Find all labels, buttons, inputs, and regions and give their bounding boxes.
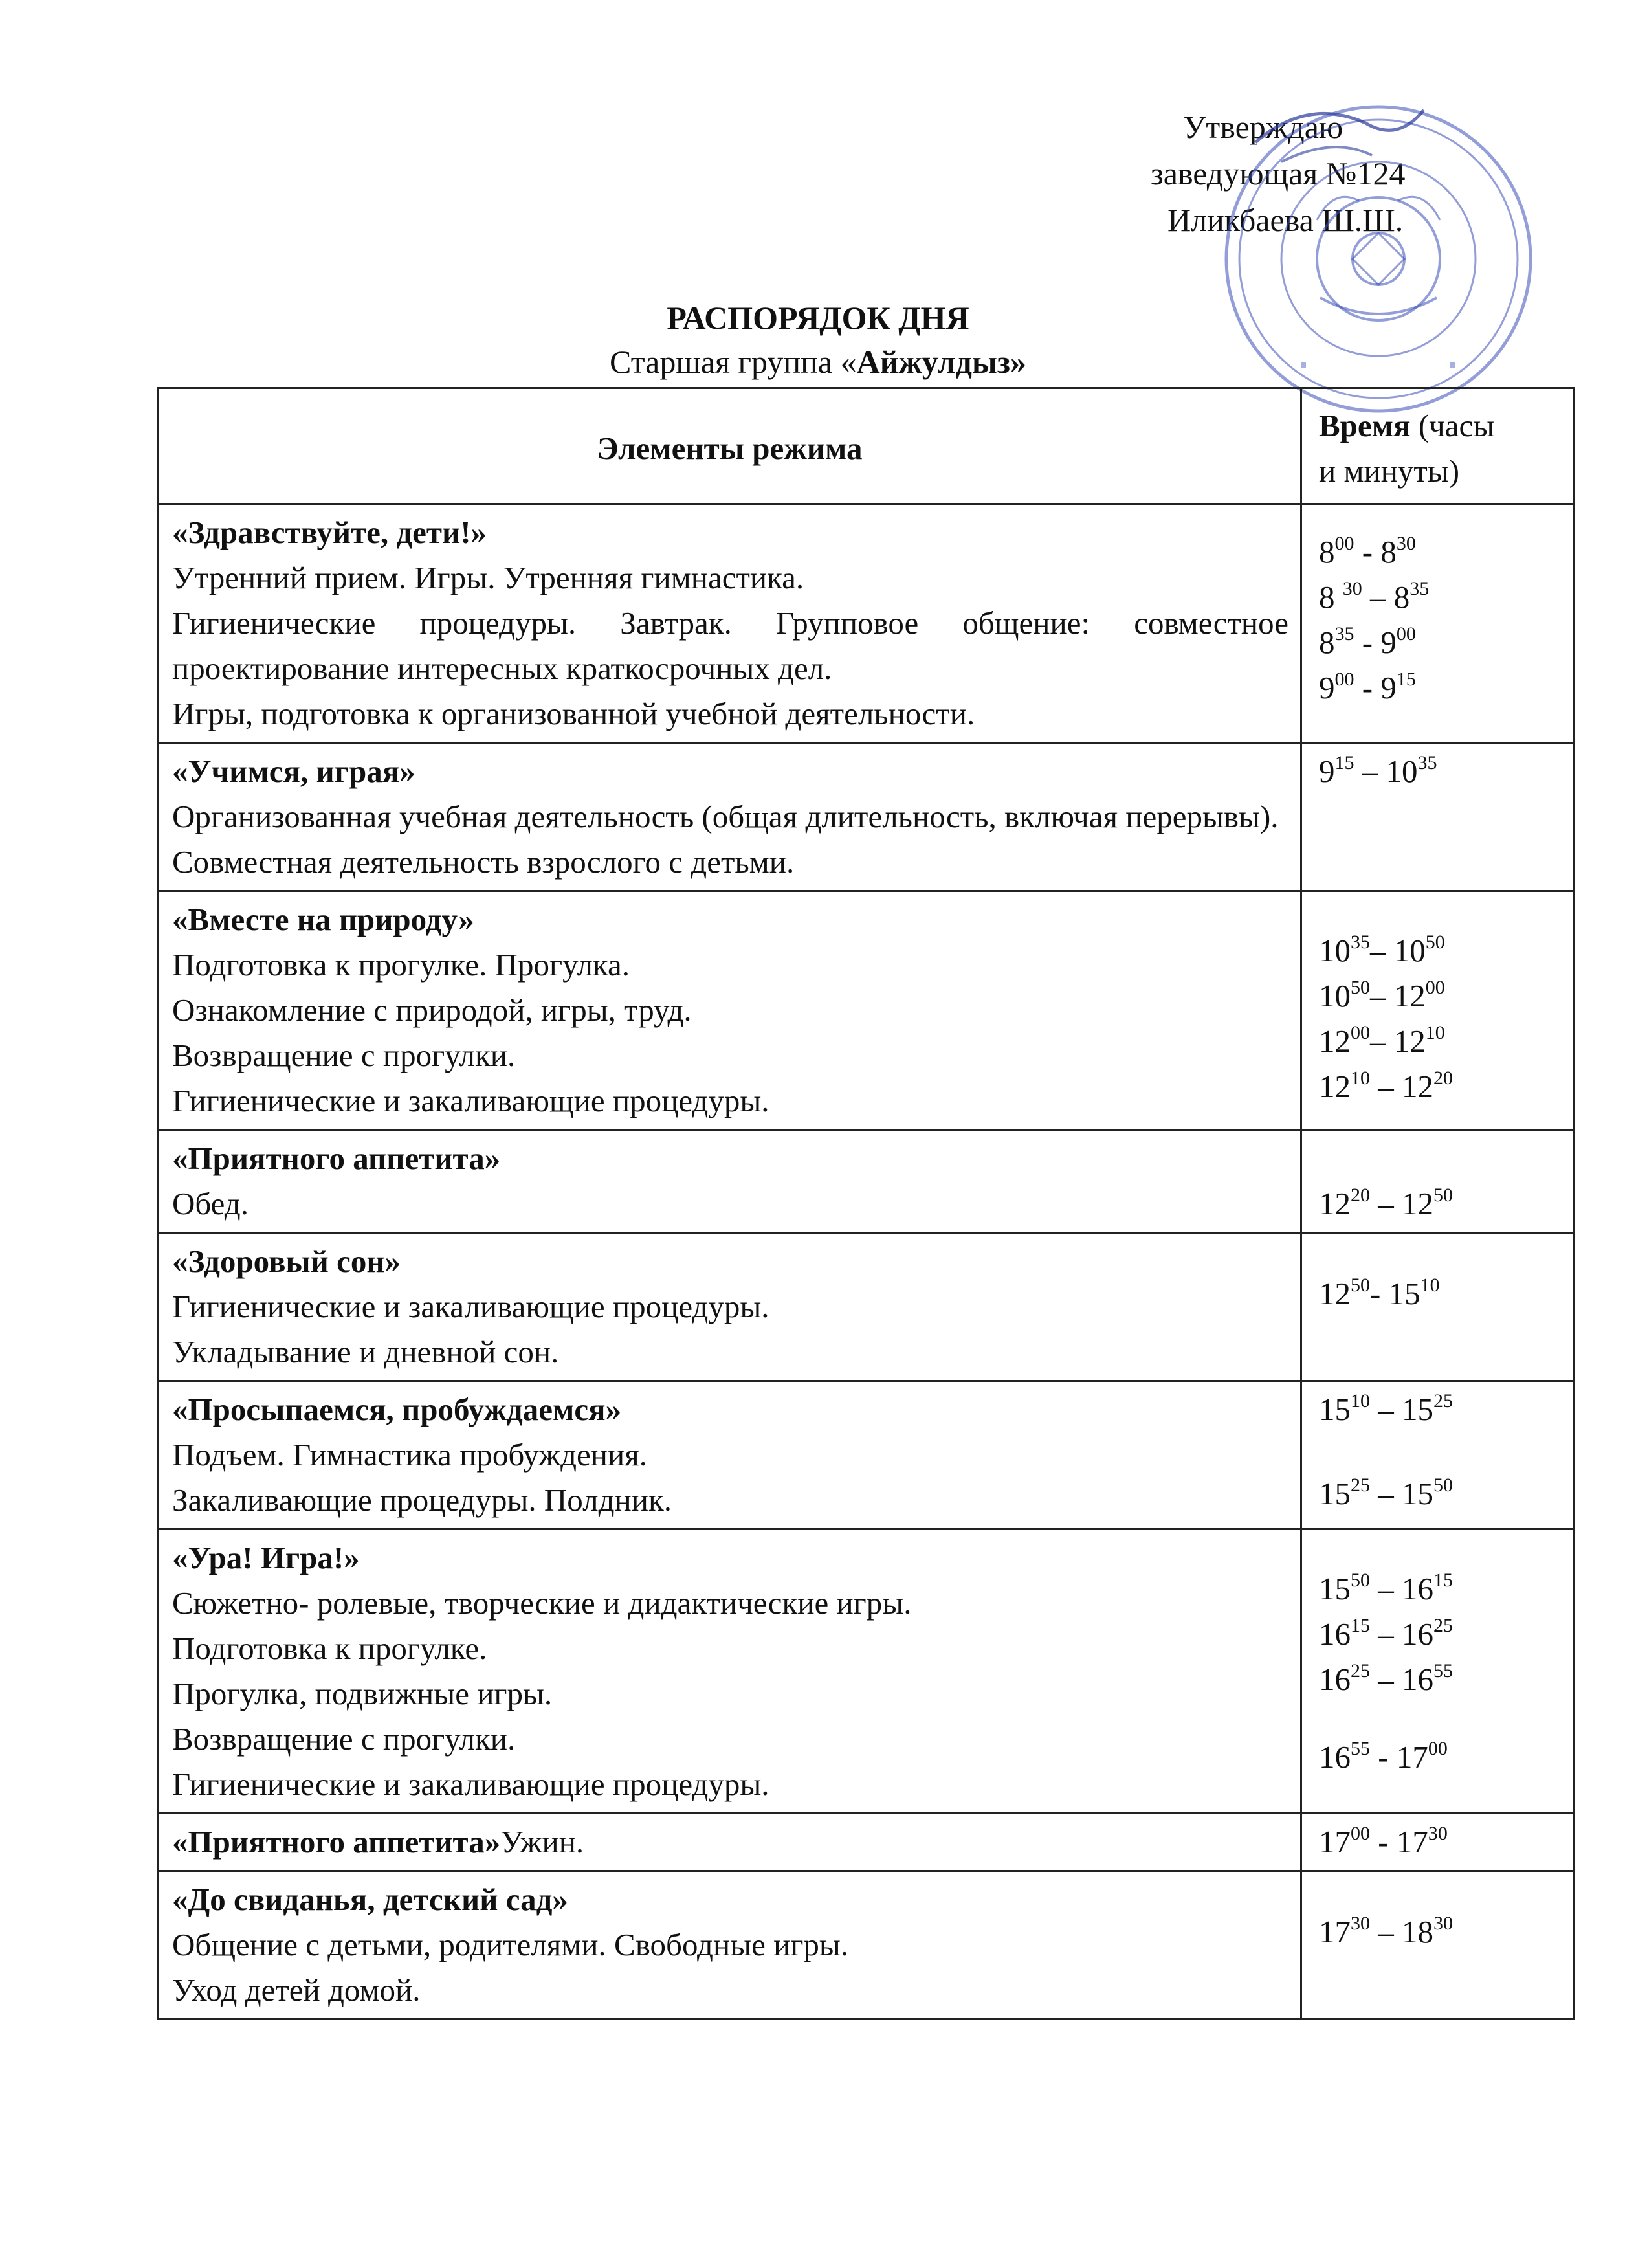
activity-line: Совместная деятельность взрослого с детьми. xyxy=(172,844,795,880)
time-range: $15^{25} - 15^{50}$ xyxy=(1319,1474,1453,1511)
time-range: $10^{50}-$ $12^{00}$ xyxy=(1319,977,1445,1014)
block-title: «Здоровый сон» xyxy=(172,1243,401,1279)
activity-line: Сюжетно- ролевые, творческие и дидактические игры. xyxy=(172,1585,912,1621)
time-cell xyxy=(1301,1529,1574,1814)
document-subtitle xyxy=(0,343,1636,381)
time-cell xyxy=(1301,1130,1574,1233)
approval-line-2: заведующая №124 xyxy=(1151,155,1406,192)
activity-line: Гигиенические процедуры. Завтрак. Групповое общение: совместное проектирование интересных краткосрочных дел. xyxy=(172,605,1288,686)
activity-line: Ознакомление с природой, игры, труд. xyxy=(172,992,692,1028)
block-title-line xyxy=(172,897,1288,942)
header-time-rest: (часы xyxy=(1410,408,1495,443)
time-range: $15^{10} - 15^{25}$ xyxy=(1319,1390,1453,1427)
activity-cell xyxy=(159,743,1301,891)
block-title: «Просыпаемся, пробуждаемся» xyxy=(172,1392,622,1427)
time-range: $16^{15} - 16^{25}$ xyxy=(1319,1615,1453,1652)
time-cell xyxy=(1301,891,1574,1130)
time-range: $12^{00}-$ $12^{10}$ xyxy=(1319,1022,1445,1059)
time-cell xyxy=(1301,1381,1574,1529)
header-time xyxy=(1301,388,1574,504)
time-range: $8^{35} - 9^{00}$ xyxy=(1319,623,1416,660)
block-title-suffix: Ужин. xyxy=(500,1824,584,1860)
time-range: $16^{25} - 16^{55}$ xyxy=(1319,1660,1453,1697)
time-cell xyxy=(1301,1233,1574,1381)
activity-line: Подготовка к прогулке. xyxy=(172,1630,487,1666)
header-time-line2: и минуты) xyxy=(1319,453,1460,489)
schedule-row xyxy=(159,1381,1574,1529)
block-title: «Приятного аппетита» xyxy=(172,1824,501,1860)
group-name: Айжулдыз» xyxy=(856,344,1026,380)
activity-cell xyxy=(159,1871,1301,2019)
time-range: $10^{35}-$ $10^{50}$ xyxy=(1319,931,1445,968)
activity-line: Прогулка, подвижные игры. xyxy=(172,1676,553,1711)
activity-cell xyxy=(159,1130,1301,1233)
time-range: $12^{50}-$ $15^{10}$ xyxy=(1319,1274,1440,1311)
subtitle-prefix: Старшая группа « xyxy=(610,344,857,380)
block-title-line xyxy=(172,1877,1288,1922)
activity-line: Подготовка к прогулке. Прогулка. xyxy=(172,947,630,983)
time-range: $9^{15} - 10^{35}$ xyxy=(1319,752,1437,789)
schedule-row xyxy=(159,1529,1574,1814)
approval-line-1: Утверждаю xyxy=(1183,109,1343,145)
time-cell xyxy=(1301,504,1574,743)
schedule-row xyxy=(159,1130,1574,1233)
approval-line-3: Иликбаева Ш.Ш. xyxy=(1167,202,1404,238)
activity-line: Подъем. Гимнастика пробуждения. xyxy=(172,1437,648,1473)
schedule-row xyxy=(159,504,1574,743)
block-title-line xyxy=(172,749,1288,794)
block-title: «Учимся, играя» xyxy=(172,753,415,789)
activity-cell xyxy=(159,1814,1301,1871)
block-title: «Приятного аппетита» xyxy=(172,1140,501,1176)
activity-cell xyxy=(159,1381,1301,1529)
block-title: «Ура! Игра!» xyxy=(172,1540,360,1575)
schedule-row xyxy=(159,1814,1574,1871)
block-title: «До свиданья, детский сад» xyxy=(172,1882,568,1917)
time-range: $17^{30} - 18^{30}$ xyxy=(1319,1913,1453,1950)
time-cell xyxy=(1301,1871,1574,2019)
activity-line: Игры, подготовка к организованной учебной деятельности. xyxy=(172,696,975,731)
time-range: $12^{10} - 12^{20}$ xyxy=(1319,1067,1453,1104)
activity-line: Организованная учебная деятельность (общая длительность, включая перерывы). xyxy=(172,799,1279,834)
block-title-line xyxy=(172,510,1288,555)
time-range: $9^{00} - 9^{15}$ xyxy=(1319,669,1416,706)
table-header-row xyxy=(159,388,1574,504)
activity-line: Утренний прием. Игры. Утренняя гимнастика. xyxy=(172,560,804,595)
time-cell xyxy=(1301,1814,1574,1871)
activity-line: Обед. xyxy=(172,1186,249,1221)
time-range: $17^{00} - 17^{30}$ xyxy=(1319,1823,1448,1860)
activity-line: Возвращение с прогулки. xyxy=(172,1721,516,1757)
time-range: $8^{00} - 8^{30}$ xyxy=(1319,533,1416,570)
activity-line: Гигиенические и закаливающие процедуры. xyxy=(172,1766,769,1802)
time-range: 8 $^{30} - 8^{35}$ xyxy=(1319,578,1430,615)
time-range: $15^{50} - 16^{15}$ xyxy=(1319,1570,1453,1606)
activity-cell xyxy=(159,891,1301,1130)
schedule-row xyxy=(159,1871,1574,2019)
activity-cell xyxy=(159,504,1301,743)
block-title: «Вместе на природу» xyxy=(172,902,474,937)
activity-line: Возвращение с прогулки. xyxy=(172,1038,516,1073)
block-title-line xyxy=(172,1387,1288,1432)
header-time-bold: Время xyxy=(1319,408,1411,443)
activity-line: Закаливающие процедуры. Полдник. xyxy=(172,1482,672,1518)
block-title-line xyxy=(172,1239,1288,1284)
block-title: «Здравствуйте, дети!» xyxy=(172,515,487,550)
activity-line: Укладывание и дневной сон. xyxy=(172,1334,559,1370)
schedule-row xyxy=(159,1233,1574,1381)
header-elements: Элементы режима xyxy=(159,388,1301,504)
schedule-table xyxy=(157,387,1575,2020)
schedule-row xyxy=(159,743,1574,891)
document-title: РАСПОРЯДОК ДНЯ xyxy=(667,300,969,336)
time-range: $12^{20} - 12^{50}$ xyxy=(1319,1184,1453,1221)
schedule-row xyxy=(159,891,1574,1130)
activity-line: Общение с детьми, родителями. Свободные игры. xyxy=(172,1927,849,1962)
block-title-line xyxy=(172,1136,1288,1181)
activity-line: Уход детей домой. xyxy=(172,1972,421,2008)
activity-cell xyxy=(159,1233,1301,1381)
time-range: $16^{55} - 17^{00}$ xyxy=(1319,1738,1448,1775)
block-title-line xyxy=(172,1535,1288,1581)
activity-line: Гигиенические и закаливающие процедуры. xyxy=(172,1083,769,1118)
activity-cell xyxy=(159,1529,1301,1814)
activity-line: Гигиенические и закаливающие процедуры. xyxy=(172,1289,769,1324)
block-title-line xyxy=(172,1819,1288,1865)
time-cell xyxy=(1301,743,1574,891)
